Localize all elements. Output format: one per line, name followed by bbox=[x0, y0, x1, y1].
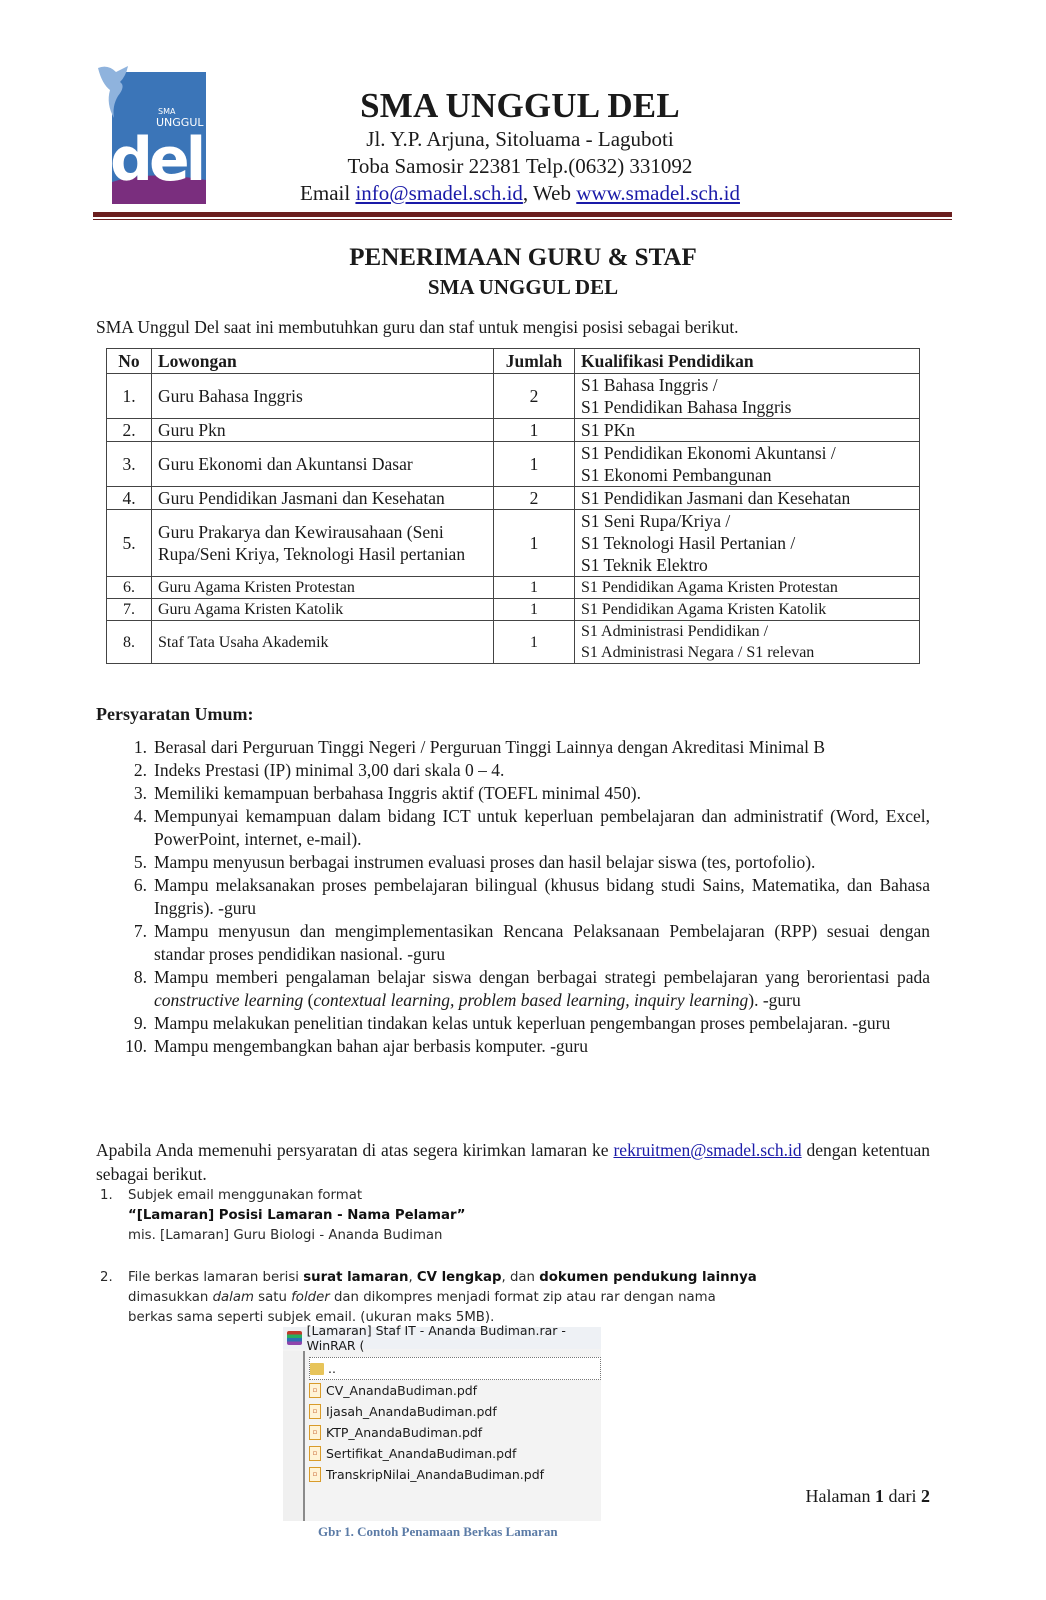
cell-qualification bbox=[575, 419, 920, 442]
file-name: TranskripNilai_AnandaBudiman.pdf bbox=[326, 1467, 545, 1482]
apply-text: Apabila Anda memenuhi persyaratan di atas segera kirimkan lamaran ke bbox=[96, 1140, 614, 1160]
cell-quantity: 1 bbox=[494, 510, 575, 577]
list-item bbox=[96, 1012, 930, 1035]
current-page: 1 bbox=[875, 1486, 885, 1506]
cell-no: 4. bbox=[107, 487, 152, 510]
letterhead-divider-thick bbox=[93, 212, 952, 217]
cell-no: 8. bbox=[107, 621, 152, 664]
header-qualification: Kualifikasi Pendidikan bbox=[575, 349, 920, 374]
school-name: SMA UNGGUL DEL bbox=[360, 86, 680, 125]
table-row bbox=[107, 621, 920, 664]
file-row bbox=[309, 1380, 601, 1401]
cell-qualification bbox=[575, 510, 920, 577]
list-item bbox=[96, 874, 930, 920]
text-run: , dan bbox=[501, 1270, 540, 1285]
address-line-2: Toba Samosir 22381 Telp.(0632) 331092 bbox=[347, 154, 693, 178]
cell-qualification bbox=[575, 577, 920, 599]
logo-del-text: del bbox=[110, 125, 203, 195]
qualification-line: S1 PKn bbox=[581, 420, 635, 440]
file-row bbox=[309, 1443, 601, 1464]
bold-term: CV lengkap bbox=[416, 1270, 502, 1285]
cell-position: Guru Prakarya dan Kewirausahaan (Seni Rupa/Seni Kriya, Teknologi Hasil pertanian bbox=[152, 510, 494, 577]
cell-qualification bbox=[575, 599, 920, 621]
pdf-file-icon: ▫ bbox=[309, 1425, 321, 1440]
pdf-file-icon: ▫ bbox=[309, 1383, 321, 1398]
list-number: 3. bbox=[133, 783, 147, 803]
list-number: 5. bbox=[133, 852, 147, 872]
email-label: Email bbox=[300, 181, 356, 205]
text-run: dimasukkan bbox=[128, 1290, 213, 1305]
cell-no: 5. bbox=[107, 510, 152, 577]
list-item bbox=[96, 805, 930, 851]
page-label: Halaman bbox=[805, 1486, 876, 1506]
qualification-line: S1 Pendidikan Bahasa Inggris bbox=[581, 397, 792, 417]
qualification-line: S1 Administrasi Negara / S1 relevan bbox=[581, 644, 815, 661]
bold-term: dokumen pendukung lainnya bbox=[539, 1270, 757, 1285]
cell-quantity: 1 bbox=[494, 577, 575, 599]
step-number: 2. bbox=[100, 1270, 113, 1285]
subject-example: mis. [Lamaran] Guru Biologi - Ananda Budiman bbox=[128, 1228, 443, 1243]
text-run: dan dikompres menjadi format zip atau rar dengan nama berkas sama seperti subjek email. (ukuran maks 5MB). bbox=[128, 1290, 716, 1325]
list-text: Indeks Prestasi (IP) minimal 3,00 dari skala 0 – 4. bbox=[154, 760, 505, 780]
requirements-heading: Persyaratan Umum: bbox=[96, 704, 254, 724]
cell-no: 3. bbox=[107, 442, 152, 487]
cell-quantity: 1 bbox=[494, 419, 575, 442]
text-run: , bbox=[408, 1270, 417, 1285]
cell-no: 1. bbox=[107, 374, 152, 419]
cell-qualification bbox=[575, 374, 920, 419]
cell-position: Guru Ekonomi dan Akuntansi Dasar bbox=[152, 442, 494, 487]
step-text: Subjek email menggunakan format bbox=[128, 1188, 363, 1203]
list-text: Memiliki kemampuan berbahasa Inggris aktif (TOEFL minimal 450). bbox=[154, 783, 641, 803]
cell-position: Guru Pkn bbox=[152, 419, 494, 442]
cell-qualification bbox=[575, 442, 920, 487]
text-run: ( bbox=[303, 990, 314, 1010]
list-item bbox=[96, 920, 930, 966]
cell-no: 6. bbox=[107, 577, 152, 599]
qualification-line: S1 Teknik Elektro bbox=[581, 555, 708, 575]
list-number: 4. bbox=[133, 806, 147, 826]
step-number: 1. bbox=[100, 1188, 113, 1203]
list-number: 6. bbox=[133, 875, 147, 895]
cell-quantity: 1 bbox=[494, 621, 575, 664]
cell-position: Guru Bahasa Inggris bbox=[152, 374, 494, 419]
table-row bbox=[107, 599, 920, 621]
list-item bbox=[96, 759, 930, 782]
school-logo bbox=[98, 62, 208, 204]
list-item bbox=[96, 1035, 930, 1058]
table-row bbox=[107, 419, 920, 442]
header-no: No bbox=[107, 349, 152, 374]
qualification-line: S1 Pendidikan Ekonomi Akuntansi / bbox=[581, 443, 836, 463]
list-text: Mampu melakukan penelitian tindakan kelas untuk keperluan pengembangan proses pembelajaran. -guru bbox=[154, 1013, 891, 1033]
letterhead bbox=[200, 86, 840, 207]
table-row bbox=[107, 577, 920, 599]
logo-unggul-text: UNGGUL bbox=[156, 116, 204, 129]
list-text: Mempunyai kemampuan dalam bidang ICT untuk keperluan pembelajaran dan administratif (Word, Excel, PowerPoint, internet, e-mail). bbox=[154, 806, 930, 849]
cell-position: Guru Agama Kristen Katolik bbox=[152, 599, 494, 621]
italic-term: constructive learning bbox=[154, 990, 304, 1010]
cell-quantity: 2 bbox=[494, 374, 575, 419]
table-header-row bbox=[107, 349, 920, 374]
list-number: 8. bbox=[133, 967, 147, 987]
qualification-line: S1 Administrasi Pendidikan / bbox=[581, 623, 769, 640]
winrar-window-screenshot bbox=[283, 1323, 601, 1521]
submission-steps bbox=[100, 1186, 760, 1328]
logo-sma-text: SMA bbox=[158, 107, 176, 116]
requirements-list bbox=[96, 736, 930, 1058]
list-number: 10. bbox=[125, 1036, 147, 1056]
cell-quantity: 1 bbox=[494, 442, 575, 487]
italic-term: folder bbox=[291, 1290, 330, 1305]
file-name: CV_AnandaBudiman.pdf bbox=[326, 1383, 478, 1398]
cell-qualification bbox=[575, 487, 920, 510]
recruitment-email-link[interactable]: rekruitmen@smadel.sch.id bbox=[613, 1140, 802, 1160]
file-name: .. bbox=[328, 1361, 336, 1376]
table-row bbox=[107, 510, 920, 577]
web-link[interactable]: www.smadel.sch.id bbox=[576, 181, 740, 205]
text-run: ). -guru bbox=[748, 990, 801, 1010]
email-link[interactable]: info@smadel.sch.id bbox=[355, 181, 523, 205]
qualification-line: S1 Pendidikan Agama Kristen Protestan bbox=[581, 579, 838, 596]
winrar-icon bbox=[287, 1331, 302, 1345]
step-2 bbox=[100, 1268, 760, 1328]
archive-file-list bbox=[309, 1357, 601, 1485]
file-name: KTP_AnandaBudiman.pdf bbox=[326, 1425, 483, 1440]
header-quantity: Jumlah bbox=[494, 349, 575, 374]
list-text: Mampu menyusun dan mengimplementasikan Rencana Pelaksanaan Pembelajaran (RPP) sesuai dengan standar proses pendidikan nasional. -guru bbox=[154, 921, 930, 964]
list-number: 2. bbox=[133, 760, 147, 780]
winrar-titlebar bbox=[283, 1323, 601, 1353]
winrar-title: [Lamaran] Staf IT - Ananda Budiman.rar - WinRAR ( bbox=[306, 1323, 566, 1353]
file-row bbox=[309, 1422, 601, 1443]
list-item bbox=[96, 782, 930, 805]
apply-paragraph bbox=[96, 1138, 930, 1186]
file-name: Sertifikat_AnandaBudiman.pdf bbox=[326, 1446, 517, 1461]
cell-quantity: 2 bbox=[494, 487, 575, 510]
page-number bbox=[806, 1486, 930, 1507]
list-item bbox=[96, 966, 930, 1012]
page-label: dari bbox=[884, 1486, 921, 1506]
list-text: Mampu mengembangkan bahan ajar berbasis komputer. -guru bbox=[154, 1036, 588, 1056]
pdf-file-icon: ▫ bbox=[309, 1404, 321, 1419]
table-row bbox=[107, 442, 920, 487]
subject-format: “[Lamaran] Posisi Lamaran - Nama Pelamar” bbox=[128, 1208, 466, 1223]
address-line-1: Jl. Y.P. Arjuna, Sitoluama - Laguboti bbox=[366, 127, 674, 151]
list-text: Mampu melaksanakan proses pembelajaran bilingual (khusus bidang studi Sains, Matematika, dan Bahasa Inggris). -guru bbox=[154, 875, 930, 918]
qualification-line: S1 Ekonomi Pembangunan bbox=[581, 465, 772, 485]
header-position: Lowongan bbox=[152, 349, 494, 374]
qualification-line: S1 Teknologi Hasil Pertanian / bbox=[581, 533, 796, 553]
cell-qualification bbox=[575, 621, 920, 664]
document-subtitle: SMA UNGGUL DEL bbox=[427, 275, 619, 299]
winrar-side-panel bbox=[283, 1351, 305, 1521]
list-text: Mampu menyusun berbagai instrumen evaluasi proses dan hasil belajar siswa (tes, portofolio). bbox=[154, 852, 816, 872]
cell-no: 7. bbox=[107, 599, 152, 621]
list-number: 1. bbox=[133, 737, 147, 757]
list-text bbox=[154, 966, 930, 1012]
figure-caption: Gbr 1. Contoh Penamaan Berkas Lamaran bbox=[318, 1524, 558, 1539]
file-row bbox=[309, 1401, 601, 1422]
list-number: 9. bbox=[133, 1013, 147, 1033]
italic-term: contextual learning, problem based learning, inquiry learning bbox=[313, 990, 749, 1010]
cell-position: Guru Agama Kristen Protestan bbox=[152, 577, 494, 599]
list-text: Berasal dari Perguruan Tinggi Negeri / Perguruan Tinggi Lainnya dengan Akreditasi Minimal B bbox=[154, 737, 826, 757]
text-run: Mampu memberi pengalaman belajar siswa dengan berbagai strategi pembelajaran yang berorientasi pada bbox=[154, 967, 930, 987]
step-body bbox=[128, 1268, 760, 1328]
bold-term: surat lamaran bbox=[303, 1270, 409, 1285]
letterhead-divider-thin bbox=[93, 219, 952, 220]
pdf-file-icon: ▫ bbox=[309, 1446, 321, 1461]
qualification-line: S1 Pendidikan Agama Kristen Katolik bbox=[581, 601, 827, 618]
intro-paragraph: SMA Unggul Del saat ini membutuhkan guru dan staf untuk mengisi posisi sebagai berikut. bbox=[96, 317, 739, 337]
text-run: satu bbox=[253, 1290, 292, 1305]
cell-position: Guru Pendidikan Jasmani dan Kesehatan bbox=[152, 487, 494, 510]
qualification-line: S1 Seni Rupa/Kriya / bbox=[581, 511, 731, 531]
apply-text: dengan ketentuan sebagai berikut. bbox=[96, 1140, 930, 1184]
italic-term: dalam bbox=[212, 1290, 254, 1305]
total-pages: 2 bbox=[921, 1486, 930, 1506]
contact-line bbox=[200, 180, 840, 207]
vacancy-table bbox=[106, 348, 920, 664]
cell-no: 2. bbox=[107, 419, 152, 442]
text-run: File berkas lamaran berisi bbox=[128, 1270, 304, 1285]
web-label: , Web bbox=[522, 181, 577, 205]
cell-position: Staf Tata Usaha Akademik bbox=[152, 621, 494, 664]
qualification-line: S1 Pendidikan Jasmani dan Kesehatan bbox=[581, 488, 851, 508]
table-row bbox=[107, 374, 920, 419]
list-item bbox=[96, 736, 930, 759]
list-item bbox=[96, 851, 930, 874]
qualification-line: S1 Bahasa Inggris / bbox=[581, 375, 718, 395]
cell-quantity: 1 bbox=[494, 599, 575, 621]
step-1 bbox=[100, 1186, 760, 1246]
list-number: 7. bbox=[133, 921, 147, 941]
file-row bbox=[309, 1464, 601, 1485]
table-row bbox=[107, 487, 920, 510]
document-title: PENERIMAAN GURU & STAF bbox=[349, 244, 697, 271]
file-name: Ijasah_AnandaBudiman.pdf bbox=[326, 1404, 497, 1419]
parent-folder-row bbox=[309, 1357, 601, 1380]
step-body bbox=[128, 1186, 760, 1246]
pdf-file-icon: ▫ bbox=[309, 1467, 321, 1482]
folder-icon bbox=[310, 1363, 324, 1375]
